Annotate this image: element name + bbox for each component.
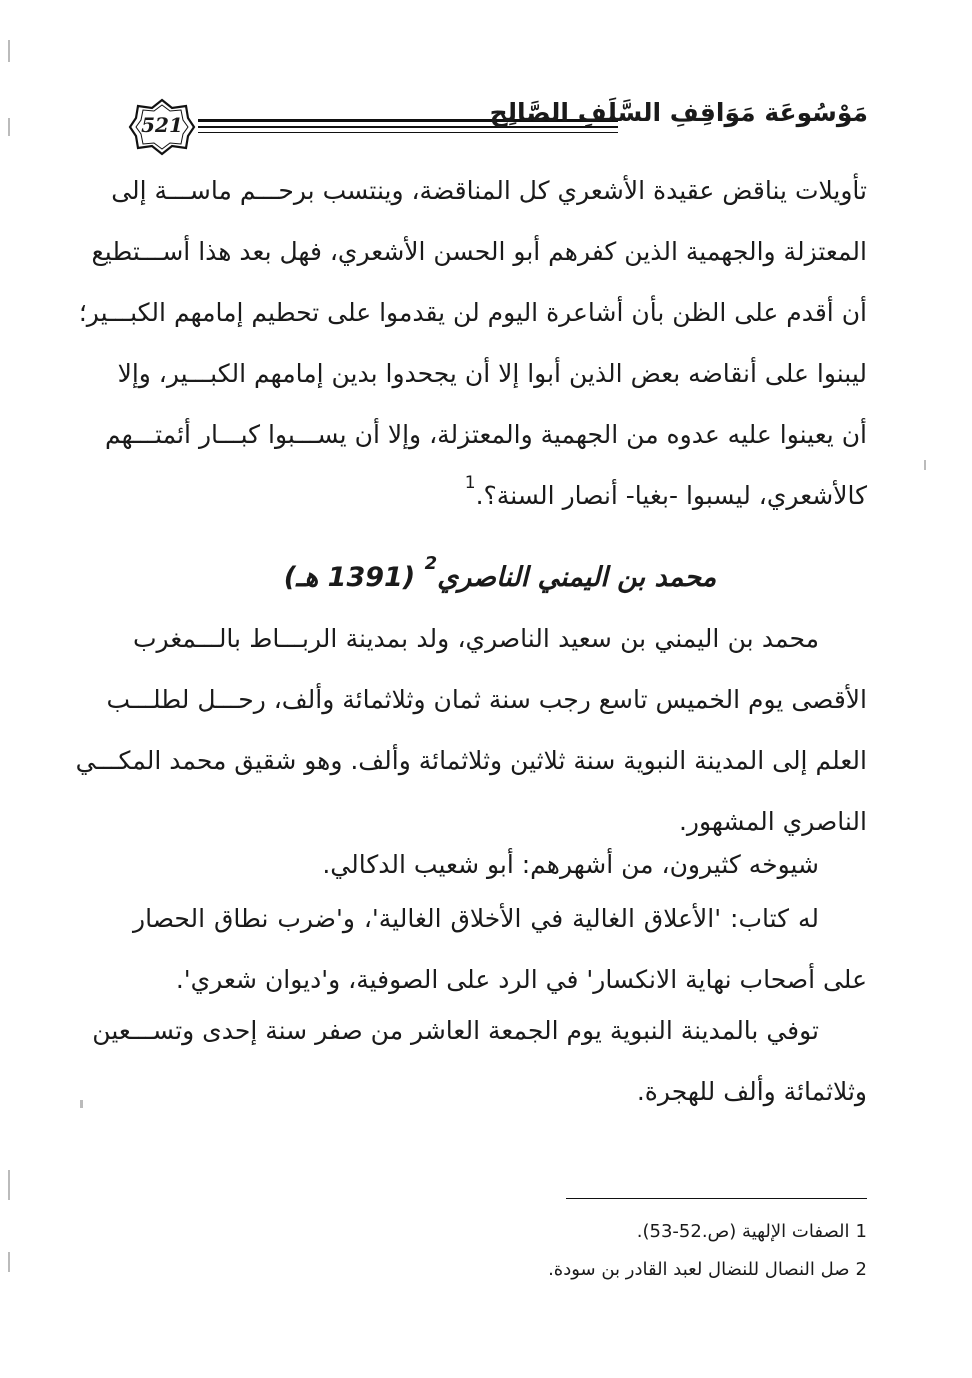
footnote-item bbox=[133, 1213, 867, 1251]
text-line: على أصحاب نهاية الانكسار' في الرد على الصوفية، و'ديوان شعري'. bbox=[175, 965, 867, 994]
text-line: وثلاثمائة وألف للهجرة. bbox=[636, 1077, 867, 1106]
text-line: له كتاب: 'الأعلاق الغالية في الأخلاق الغالية'، و'ضرب نطاق الحصار bbox=[133, 904, 819, 933]
footnote-separator bbox=[566, 1198, 867, 1199]
footnote-text: الصفات الإلهية (ص.52-53). bbox=[636, 1221, 850, 1242]
death-paragraph bbox=[92, 1000, 867, 1122]
text-line-content: كالأشعري، ليسبوا -بغيا- أنصار السنة؟. bbox=[475, 481, 867, 510]
section-heading bbox=[133, 548, 867, 608]
footnote-item bbox=[133, 1251, 867, 1289]
scan-mark bbox=[8, 40, 10, 62]
text-line: أن أقدم على الظن بأن أشاعرة اليوم لن يقدموا على تحطيم إمامهم الكبـــير؛ bbox=[78, 298, 867, 327]
text-line: توفي بالمدينة النبوية يوم الجمعة العاشر من صفر سنة إحدى وتســـعين bbox=[92, 1016, 819, 1045]
page-header bbox=[128, 92, 868, 162]
heading-date: (1391 هـ) bbox=[283, 562, 416, 593]
scan-mark bbox=[8, 1170, 10, 1200]
text-line: ليبنوا على أنقاضه بعض الذين أبوا إلا أن يجحدوا بدين إمامهم الكبـــير، وإلا bbox=[117, 359, 867, 388]
text-line: أن يعينوا عليه عدوه من الجهمية والمعتزلة، وإلا أن يســـبوا كبـــار أئمتـــهم bbox=[104, 420, 867, 449]
text-line: العلم إلى المدينة النبوية سنة ثلاثين وثلاثمائة وألف. وهو شقيق محمد المكـــي bbox=[75, 746, 867, 775]
works-paragraph bbox=[133, 888, 867, 1010]
footnote-number: 1 bbox=[855, 1221, 867, 1242]
text-line: الناصري المشهور. bbox=[678, 807, 867, 836]
header-rule bbox=[198, 132, 618, 133]
footnote-number: 2 bbox=[855, 1259, 867, 1280]
heading-name: محمد بن اليمني الناصري bbox=[437, 562, 717, 593]
footnote-text: صل النصال للنضال لعبد القادر بن سودة. bbox=[548, 1259, 850, 1280]
text-line: شيوخه كثيرون، من أشهرهم: أبو شعيب الدكالي. bbox=[322, 850, 819, 879]
text-line: المعتزلة والجهمية الذين كفرهم أبو الحسن الأشعري، فهل بعد هذا أســـتطيع bbox=[91, 237, 867, 266]
footnote-reference: 1 bbox=[464, 473, 476, 493]
scan-mark bbox=[8, 118, 10, 136]
page-number: 521 bbox=[141, 113, 183, 137]
text-line: تأويلات يناقض عقيدة الأشعري كل المناقضة، وينتسب برحـــم ماســـة إلى bbox=[111, 176, 867, 205]
scan-mark bbox=[924, 460, 926, 470]
biography-paragraph bbox=[75, 608, 867, 852]
text-line: الأقصى يوم الخميس تاسع رجب سنة ثمان وثلاثمائة وألف، رحـــل لطلـــب bbox=[106, 685, 867, 714]
text-line bbox=[133, 465, 867, 526]
scan-mark bbox=[8, 1252, 10, 1272]
page-number-badge bbox=[128, 98, 196, 156]
text-line: محمد بن اليمني بن سعيد الناصري، ولد بمدينة الربـــاط بالـــمغرب bbox=[133, 624, 819, 653]
paragraph-continuation bbox=[78, 160, 867, 526]
footnote-reference: 2 bbox=[424, 553, 438, 574]
scan-mark bbox=[80, 1100, 83, 1108]
teachers-paragraph bbox=[133, 834, 867, 895]
series-title: مَوْسُوعَة مَوَاقِفِ السَّلَفِ الصَّالِح bbox=[489, 98, 868, 127]
footnotes bbox=[133, 1213, 867, 1289]
